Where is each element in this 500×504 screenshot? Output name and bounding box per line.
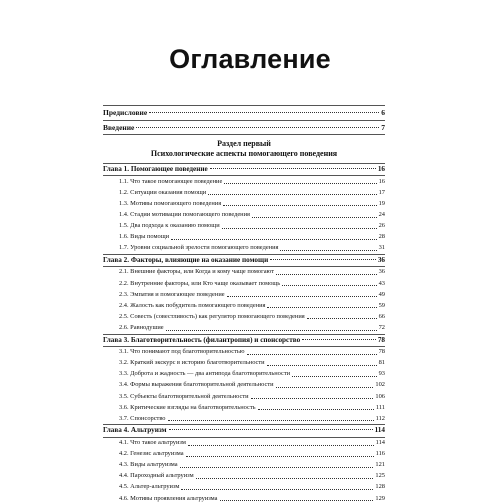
subentry-title: 1.4. Стадии мотивации помогающего поведения [119, 210, 250, 218]
leader-dots [280, 250, 376, 251]
toc-entry-page: 6 [381, 108, 385, 117]
subentry-title: 4.6. Мотивы проявления альтруизма [119, 494, 218, 502]
subentry-title: 2.3. Эмпатия и помогающее поведение [119, 290, 225, 298]
subentry-title: 4.3. Виды альтруизма [119, 461, 178, 469]
subentry-title: 4.5. Альтер-альтруизм [119, 483, 180, 491]
subentry-page: 121 [375, 461, 385, 469]
subentry-title: 1.1. Что такое помогающее поведение [119, 177, 223, 185]
subentry-page: 16 [378, 177, 385, 185]
chapter-page: 36 [377, 255, 385, 264]
subentry-page: 128 [375, 483, 385, 491]
subentry-title: 1.6. Виды помощи [119, 233, 170, 241]
subentry-page: 43 [378, 279, 385, 287]
toc-subentry[interactable] [103, 289, 385, 300]
subentry-page: 24 [378, 210, 385, 218]
subentry-page: 49 [378, 290, 385, 298]
subentry-page: 36 [378, 268, 385, 276]
leader-dots [276, 387, 374, 388]
subentry-page: 102 [375, 381, 385, 389]
subentry-title: 3.1. Что понимают под благотворительностью [119, 348, 245, 356]
toc-subentry[interactable] [103, 358, 385, 369]
toc-subentry[interactable] [103, 232, 385, 243]
toc-entry-title: Предисловие [103, 108, 148, 117]
subentry-page: 111 [375, 403, 385, 411]
toc-subentry[interactable] [103, 413, 385, 424]
leader-dots [292, 376, 377, 377]
toc-entry-title: Введение [103, 122, 135, 132]
toc-chapter-4[interactable] [103, 425, 385, 436]
subentry-page: 129 [375, 494, 385, 502]
chapter-title: Глава 1. Помогающее поведение [103, 165, 208, 173]
subentry-page: 112 [375, 414, 385, 422]
subentry-title: 1.3. Мотивы помогающего поведения [119, 199, 222, 207]
leader-dots [223, 205, 376, 206]
part-number: Раздел первый [217, 139, 271, 148]
leader-dots [258, 409, 374, 410]
part-title: Психологические аспекты помогающего поведения [150, 149, 338, 158]
toc-subentry[interactable] [103, 391, 385, 402]
part-heading [103, 135, 385, 163]
toc-subentry[interactable] [103, 402, 385, 413]
subentry-page: 81 [378, 359, 385, 367]
subentry-title: 4.2. Генезис альтруизма [119, 450, 184, 458]
subentry-page: 72 [378, 323, 385, 331]
toc-subentry[interactable] [103, 438, 385, 449]
subentry-title: 3.4. Формы выражения благотворительной деятельности [119, 381, 274, 389]
leader-dots [168, 420, 374, 421]
toc-subentry[interactable] [103, 278, 385, 289]
leader-dots [224, 183, 376, 184]
toc-subentry[interactable] [103, 176, 385, 187]
toc-subentry[interactable] [103, 267, 385, 278]
chapter-title: Глава 2. Факторы, влияющие на оказание помощи [103, 255, 269, 264]
subentry-title: 2.2. Внутренние факторы, или Кто чаще оказывает помощь [119, 279, 281, 287]
table-of-contents [103, 105, 385, 504]
subentry-page: 106 [375, 392, 385, 400]
subentry-title: 4.1. Что такое альтруизм [119, 439, 186, 447]
toc-subentry[interactable] [103, 449, 385, 460]
leader-dots [270, 259, 376, 260]
subentry-title: 2.5. Совесть (совестливость) как регулятор помогающего поведения [119, 312, 305, 320]
toc-subentry[interactable] [103, 198, 385, 209]
chapter-list [103, 163, 385, 504]
toc-chapter-3[interactable] [103, 335, 385, 346]
chapter-page: 114 [374, 426, 385, 435]
toc-subentry[interactable] [103, 221, 385, 232]
toc-subentry[interactable] [103, 482, 385, 493]
toc-subentry[interactable] [103, 243, 385, 254]
leader-dots [171, 239, 377, 240]
toc-subentry[interactable] [103, 323, 385, 334]
toc-subentry[interactable] [103, 380, 385, 391]
chapter-title: Глава 3. Благотворительность (филантропия) и спонсорство [103, 335, 301, 344]
leader-dots [166, 330, 377, 331]
leader-dots [210, 168, 376, 169]
toc-entry-introduction[interactable] [103, 121, 385, 135]
toc-subentry[interactable] [103, 300, 385, 311]
subentry-page: 26 [378, 221, 385, 229]
chapter-page: 78 [377, 335, 385, 344]
subentry-title: 3.2. Краткий экскурс в историю благотворительности [119, 359, 265, 367]
leader-dots [267, 365, 377, 366]
subentry-page: 125 [375, 472, 385, 480]
leader-dots [267, 307, 376, 308]
toc-chapter-1[interactable] [103, 164, 385, 175]
subentry-title: 1.7. Уровни социальной зрелости помогающего поведения [119, 244, 279, 252]
toc-subentry[interactable] [103, 209, 385, 220]
chapter-page: 16 [377, 165, 385, 173]
toc-entry-page: 7 [381, 122, 385, 132]
subentry-title: 3.5. Субъекты благотворительной деятельности [119, 392, 249, 400]
subentry-page: 114 [375, 439, 385, 447]
subentry-page: 17 [378, 188, 385, 196]
subentry-title: 4.4. Пароходный альтруизм [119, 472, 194, 480]
subentry-title: 2.6. Равнодушие [119, 323, 164, 331]
leader-dots [188, 445, 374, 446]
subentry-title: 2.4. Жалость как побудитель помогающего поведения [119, 301, 266, 309]
page-title: Оглавление [169, 44, 331, 74]
toc-subentry[interactable] [103, 187, 385, 198]
leader-dots [252, 217, 377, 218]
leader-dots [208, 194, 376, 195]
toc-subentry[interactable] [103, 369, 385, 380]
leader-dots [227, 296, 377, 297]
subentry-title: 3.6. Критические взгляды на благотворительность [119, 403, 256, 411]
chapter-title: Глава 4. Альтруизм [103, 426, 167, 435]
toc-entry-preface[interactable] [103, 106, 385, 120]
leader-dots [181, 489, 373, 490]
subentry-page: 31 [378, 244, 385, 252]
leader-dots [180, 467, 374, 468]
toc-subentry[interactable] [103, 493, 385, 504]
leader-dots [186, 456, 374, 457]
toc-subentry[interactable] [103, 311, 385, 322]
toc-subentry[interactable] [103, 347, 385, 358]
leader-dots [307, 318, 377, 319]
toc-subentry[interactable] [103, 471, 385, 482]
subentry-title: 2.1. Внешние факторы, или Когда и кому чаще помогают [119, 268, 275, 276]
leader-dots [251, 398, 374, 399]
toc-chapter-2[interactable] [103, 255, 385, 266]
leader-dots [136, 127, 379, 128]
leader-dots [247, 354, 377, 355]
leader-dots [149, 112, 379, 113]
toc-subentry[interactable] [103, 460, 385, 471]
leader-dots [222, 228, 377, 229]
leader-dots [169, 429, 373, 430]
subentry-page: 66 [378, 312, 385, 320]
subentry-title: 1.2. Ситуации оказания помощи [119, 188, 207, 196]
leader-dots [282, 285, 376, 286]
subentry-page: 59 [378, 301, 385, 309]
leader-dots [302, 339, 376, 340]
subentry-page: 19 [378, 199, 385, 207]
subentry-page: 78 [378, 348, 385, 356]
subentry-title: 1.5. Два подхода к оказанию помощи [119, 221, 220, 229]
subentry-title: 3.7. Спонсорство [119, 414, 166, 422]
leader-dots [196, 478, 374, 479]
subentry-page: 28 [378, 233, 385, 241]
subentry-page: 93 [378, 370, 385, 378]
subentry-page: 116 [375, 450, 385, 458]
leader-dots [220, 500, 374, 501]
leader-dots [276, 274, 377, 275]
subentry-title: 3.3. Доброта и жадность — два антипода благотворительности [119, 370, 291, 378]
